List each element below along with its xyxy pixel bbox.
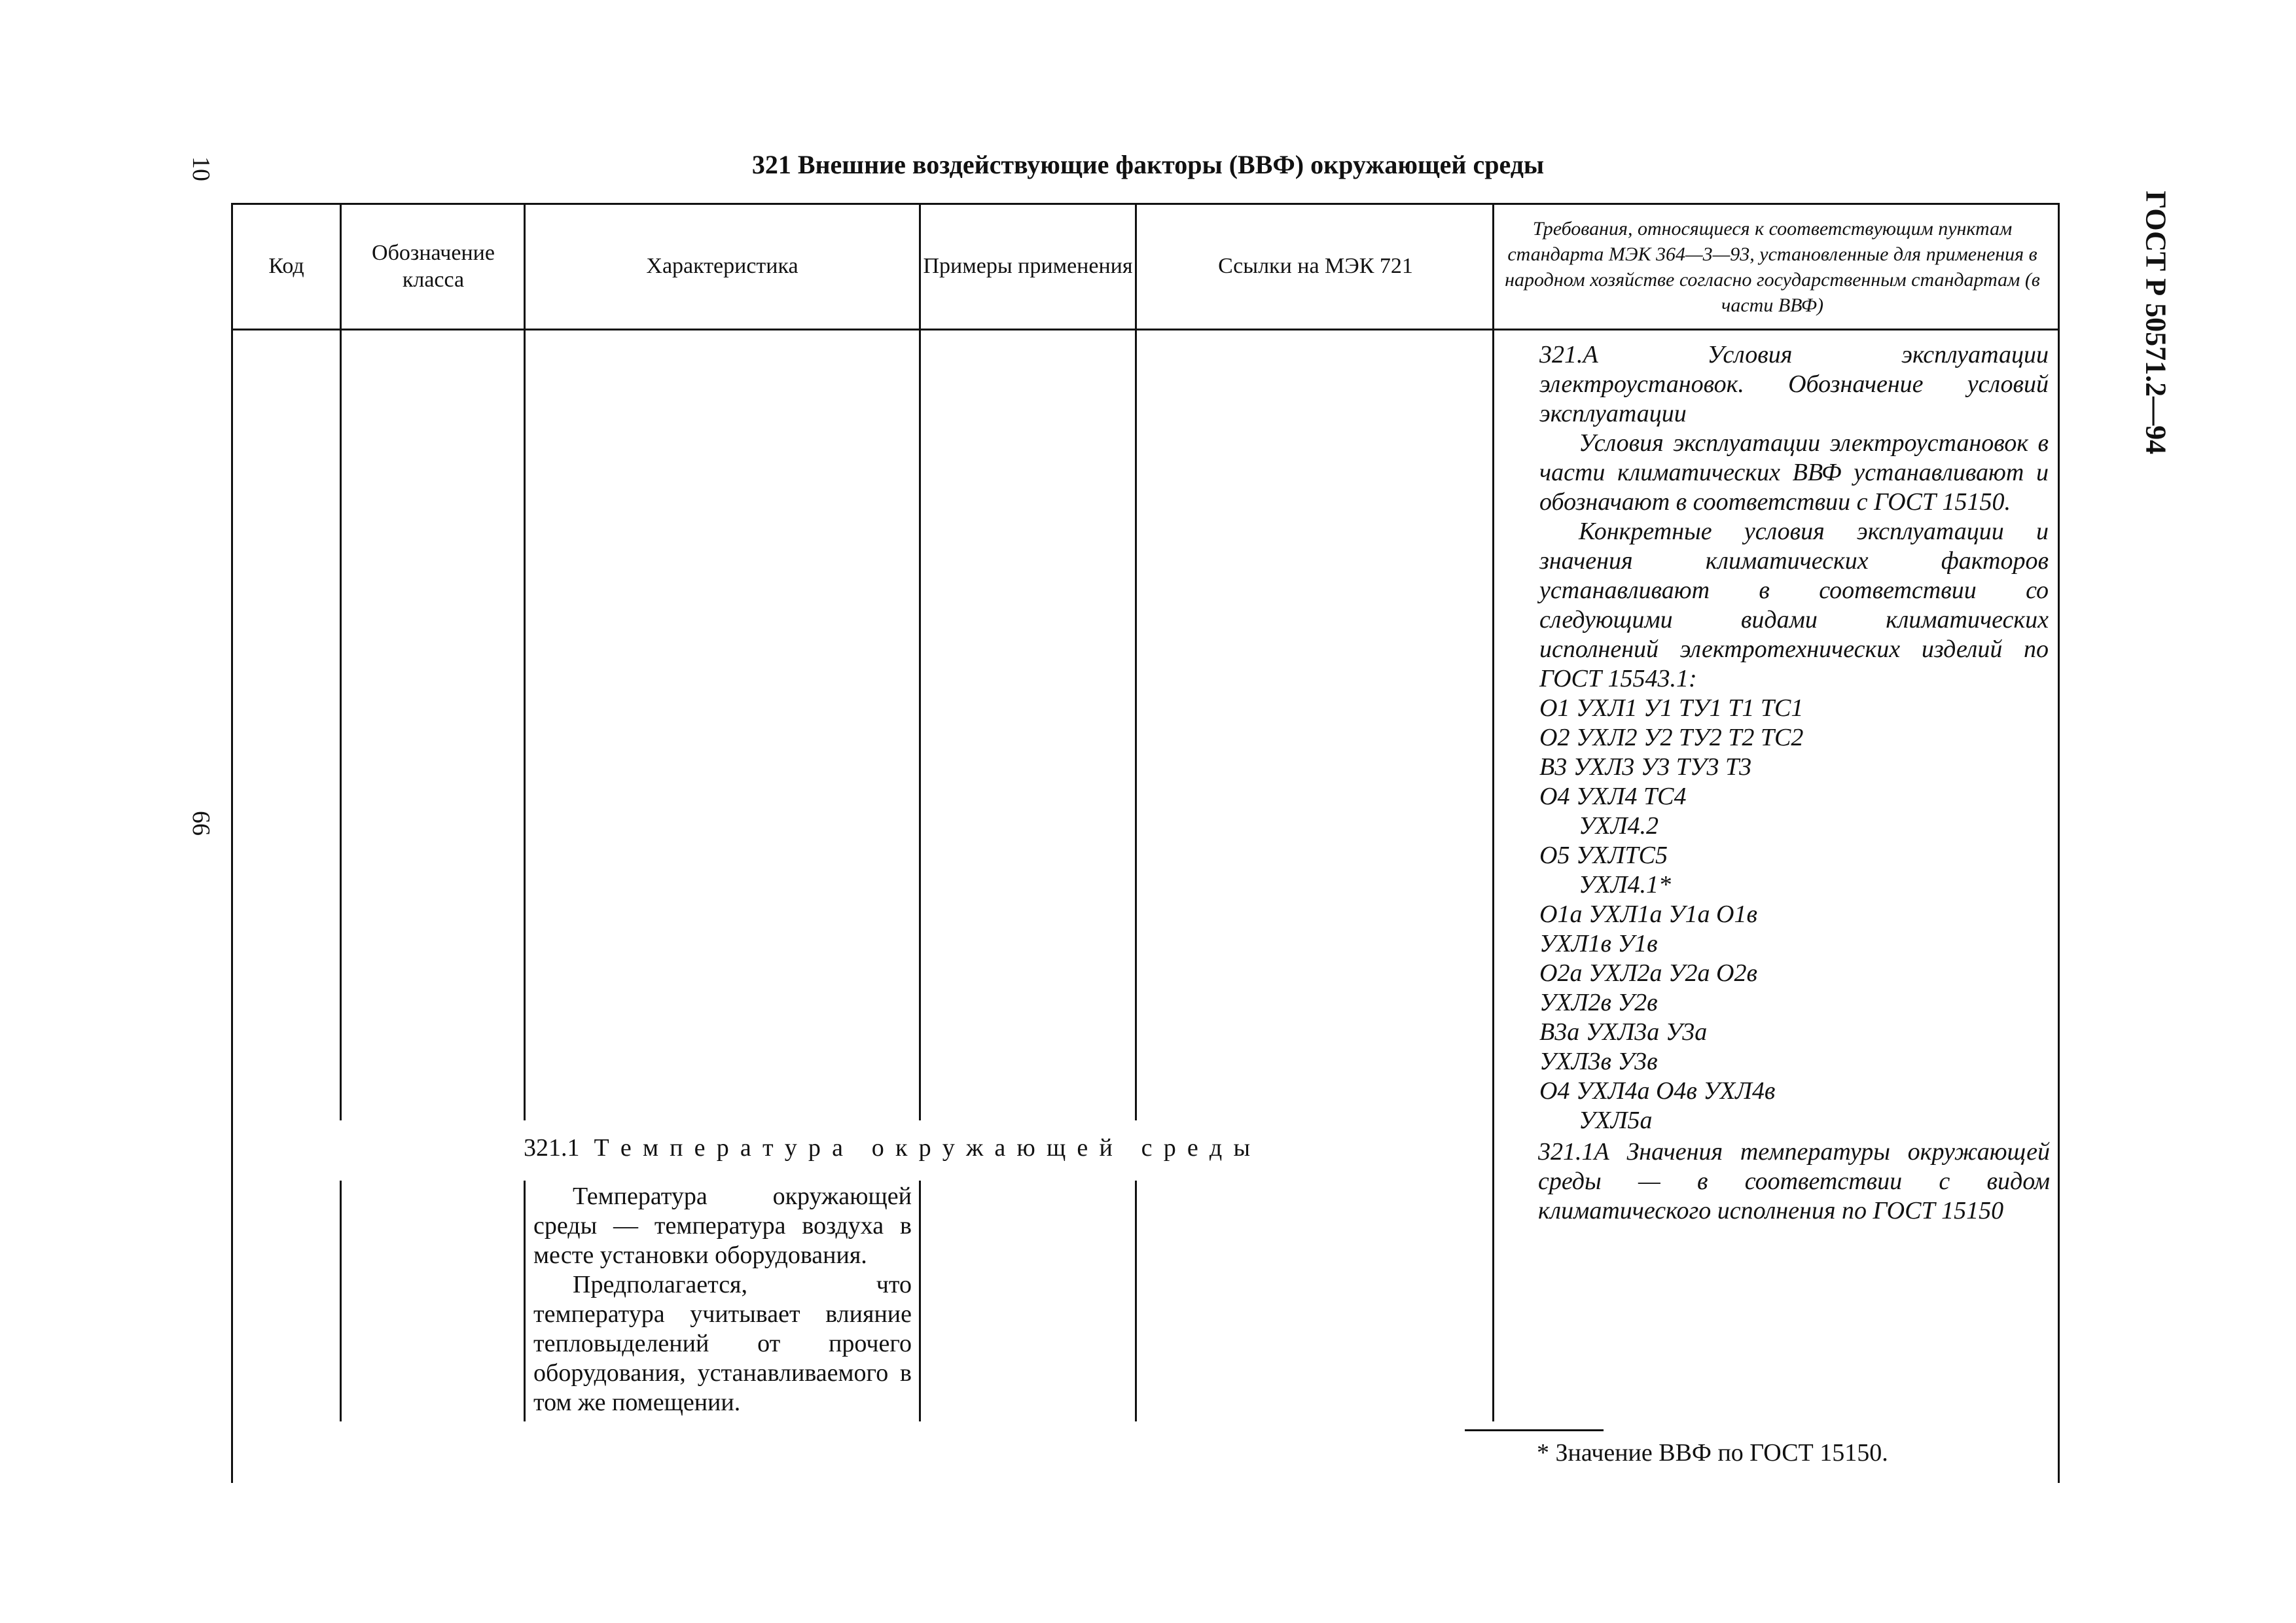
subheading-char: у (942, 1134, 955, 1162)
climatic-version-line: УХЛ5а (1579, 1107, 1653, 1134)
col-sep-4-upper (1135, 203, 1137, 1120)
subheading-char: у (784, 1134, 797, 1162)
subheading-number: 321.1 (524, 1134, 580, 1162)
table-right-border (2058, 203, 2060, 1483)
subheading-char: п (670, 1134, 683, 1162)
subheading-gap (1124, 1133, 1130, 1162)
footnote-rule (1465, 1429, 1604, 1431)
climatic-version-line: О1а УХЛ1а У1а О1в (1539, 901, 1757, 928)
subheading-char: е (1187, 1134, 1198, 1162)
table-left-border (231, 203, 233, 1483)
characteristic-321-1 (533, 1182, 912, 1418)
req-321A-para-2: Конкретные условия эксплуатации и значения климатических факторов устанавливают в соответствии со следующими видами климатических исполнений электротехнических изделий по ГОСТ 15543.1: (1539, 518, 2049, 692)
subheading-char: ж (965, 1134, 984, 1162)
climatic-version-line: О2 УХЛ2 У2 ТУ2 Т2 ТС2 (1539, 724, 1804, 751)
characteristic-para-1: Температура окружающей среды — температура воздуха в месте установки оборудования. (533, 1183, 912, 1269)
subheading-char: а (994, 1134, 1006, 1162)
col-sep-1-upper (340, 203, 342, 1120)
climatic-version-line: УХЛ2в У2в (1539, 989, 1658, 1016)
characteristic-para-2: Предполагается, что температура учитывает влияние тепловыделений от прочего оборудования, устанавливаемого в том же помещении. (533, 1271, 912, 1416)
climatic-version-line: УХЛ4.1* (1579, 871, 1672, 899)
subheading-char: й (1099, 1134, 1113, 1162)
col-sep-5 (1492, 203, 1494, 1421)
subheading-char: а (740, 1134, 751, 1162)
req-321A-heading: 321.А Условия эксплуатации электроустановок. Обозначение условий эксплуатации (1539, 341, 2049, 427)
climatic-version-line: О4 УХЛ4 ТС4 (1539, 783, 1687, 810)
col-sep-1-lower (340, 1181, 342, 1421)
subheading-char: р (1163, 1134, 1176, 1162)
climatic-version-line: О5 УХЛТС5 (1539, 842, 1668, 869)
climatic-version-line: УХЛ4.2 (1579, 812, 1659, 840)
climatic-version-line: О2а УХЛ2а У2а О2в (1539, 959, 1757, 987)
subheading-gap (854, 1133, 861, 1162)
header-examples: Примеры применения (923, 254, 1133, 279)
climatic-version-line: О1 УХЛ1 У1 ТУ1 Т1 ТС1 (1539, 694, 1804, 722)
subheading-char: к (895, 1134, 908, 1162)
header-class: Обозначение класса (372, 240, 495, 292)
col-sep-4-lower (1135, 1181, 1137, 1421)
subheading-char: е (620, 1134, 632, 1162)
subheading-char: а (832, 1134, 843, 1162)
climatic-versions-list (1539, 694, 2049, 1135)
subheading-char: е (694, 1134, 706, 1162)
header-requirements: Требования, относящиеся к соответствующим пунктам стандарта МЭК 364—3—93, установленные для применения в народном хозяйстве согласно государственным стандартам (в части ВВФ) (1505, 217, 2040, 316)
subheading-char: о (871, 1134, 884, 1162)
page-number-top: 10 (187, 156, 215, 181)
subheading-char: м (642, 1134, 658, 1162)
subheading-char: ю (1016, 1134, 1035, 1162)
page-number-mid: 66 (187, 811, 215, 836)
col-sep-3-upper (919, 203, 921, 1120)
req-321A-para-1: Условия эксплуатации электроустановок в части климатических ВВФ устанавливают и обозначают в соответствии с ГОСТ 15150. (1539, 429, 2049, 516)
standard-id: ГОСТ Р 50571.2—94 (2140, 190, 2172, 455)
col-sep-2-lower (524, 1181, 526, 1421)
header-code: Код (268, 254, 304, 279)
subheading-char: е (1077, 1134, 1088, 1162)
subheading-char: т (762, 1134, 774, 1162)
subheading-char: Т (594, 1134, 609, 1162)
subheading-char: р (716, 1134, 729, 1162)
header-characteristic: Характеристика (646, 254, 798, 279)
col-sep-3-lower (919, 1181, 921, 1421)
subheading-char: с (1141, 1134, 1153, 1162)
table-header-border (231, 329, 2060, 330)
climatic-version-line: В3а УХЛ3а У3а (1539, 1018, 1708, 1046)
subheading-char: ы (1233, 1134, 1250, 1162)
climatic-version-line: В3 УХЛ3 У3 ТУ3 Т3 (1539, 753, 1752, 781)
subheading-321-1 (524, 1133, 1250, 1162)
climatic-version-line: УХЛ1в У1в (1539, 930, 1658, 957)
header-iec-refs: Ссылки на МЭК 721 (1218, 254, 1413, 279)
footnote: * Значение ВВФ по ГОСТ 15150. (1537, 1439, 1888, 1467)
page-title: 321 Внешние воздействующие факторы (ВВФ) окружающей среды (751, 150, 1545, 179)
subheading-char: р (918, 1134, 931, 1162)
col-sep-2-upper (524, 203, 526, 1120)
subheading-char: щ (1046, 1134, 1066, 1162)
climatic-version-line: О4 УХЛ4а О4в УХЛ4в (1539, 1077, 1776, 1105)
subheading-text (594, 1133, 1251, 1162)
requirements-321A (1539, 340, 2049, 1135)
requirement-321-1A: 321.1А Значения температуры окружающей среды — в соответствии с видом климатического исполнения по ГОСТ 15150 (1538, 1138, 2050, 1224)
climatic-version-line: УХЛ3в У3в (1539, 1048, 1658, 1075)
subheading-char: д (1209, 1134, 1223, 1162)
subheading-char: р (808, 1134, 821, 1162)
